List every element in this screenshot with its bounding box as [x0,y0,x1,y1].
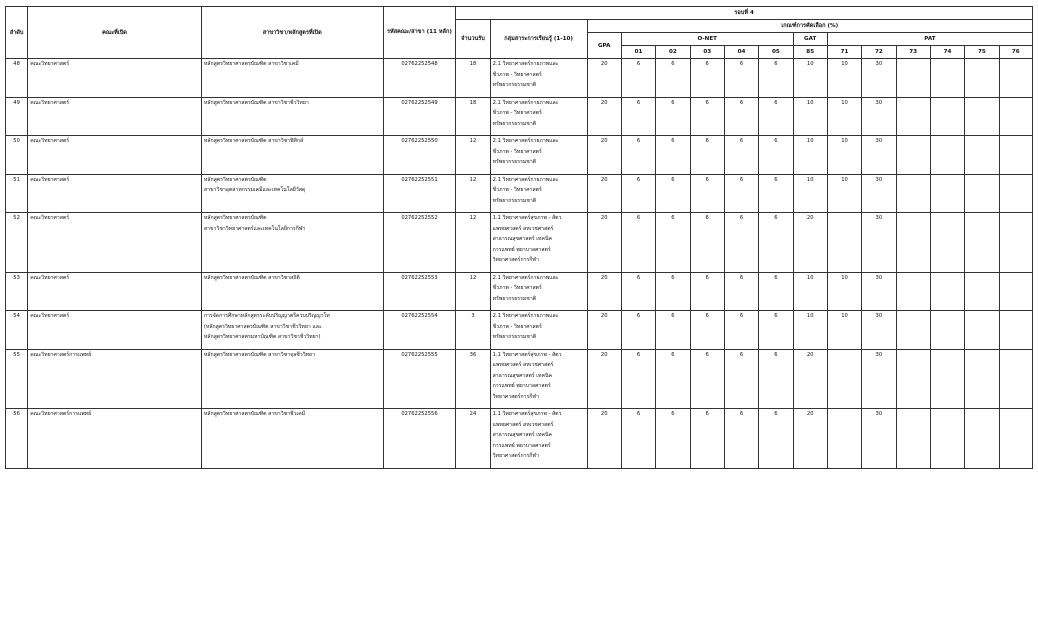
row-onet-score: 6 [724,213,758,273]
row-pat-score: 10 [827,136,861,175]
row-pat-score [965,136,999,175]
row-onet-score: 6 [690,311,724,350]
onet-col-header: 01 [621,46,655,59]
row-pat-score [999,272,1033,311]
row-pat-score [965,311,999,350]
row-onet-score: 6 [621,136,655,175]
pat-col-header: 76 [999,46,1033,59]
row-pat-score [896,311,930,350]
row-subject-group [490,311,587,350]
header-quota: จำนวนรับ [456,20,490,59]
row-onet-score: 6 [759,311,793,350]
header-pat: PAT [827,33,1032,46]
row-code: 02762252549 [383,97,456,136]
row-onet-score: 6 [690,409,724,469]
row-code: 02762252553 [383,272,456,311]
row-subject-group-line: 1.1 วิทยาศาสตร์สุขภาพ - สัตว [492,411,562,417]
row-onet-score: 6 [656,349,690,409]
row-subject-group-line: 2.1 วิทยาศาสตร์กายภาพและ [492,274,559,281]
row-code: 02762252555 [383,349,456,409]
row-gat-score: 20 [793,349,827,409]
row-subject-group-line: ทรัพยากรธรรมชาติ [492,159,537,165]
row-subject-group-line: 1.1 วิทยาศาสตร์สุขภาพ - สัตว [492,215,562,221]
row-program [201,311,383,350]
row-pat-score [896,174,930,213]
row-gpa: 20 [587,349,621,409]
table-row [6,97,1033,136]
row-pat-score [896,59,930,98]
row-subject-group-line: สาธารณสุขศาสตร์ เทคนิค [492,236,552,242]
row-onet-score: 6 [759,213,793,273]
header-onet: O-NET [621,33,793,46]
row-pat-score [965,97,999,136]
row-subject-group-line: 2.1 วิทยาศาสตร์กายภาพและ [492,138,559,144]
table-row [6,136,1033,175]
row-faculty: คณะวิทยาศาสตร์ [28,59,202,98]
row-onet-score: 6 [621,409,655,469]
row-pat-score [896,213,930,273]
row-pat-score [827,349,861,409]
row-pat-score [965,409,999,469]
row-quota: 3 [456,311,490,350]
row-quota: 12 [456,174,490,213]
row-gat-score: 10 [793,174,827,213]
row-onet-score: 6 [759,349,793,409]
row-subject-group-line: 2.1 วิทยาศาสตร์กายภาพและ [492,99,559,106]
row-faculty: คณะวิทยาศาสตร์ [28,97,202,136]
row-program [201,272,383,311]
row-program-line: หลักสูตรวิทยาศาสตรบัณฑิต [203,215,267,221]
pat-col-header: 71 [827,46,861,59]
row-subject-group-line: 2.1 วิทยาศาสตร์กายภาพและ [492,61,559,67]
row-program-line: หลักสูตรวิทยาศาสตรบัณฑิต สาขาวิชาชีววิทยา [203,99,309,106]
row-pat-score [896,136,930,175]
admission-criteria-table [5,6,1033,469]
header-faculty: คณะที่เปิด [28,7,202,59]
pat-col-header: 75 [965,46,999,59]
row-subject-group-line: สาธารณสุขศาสตร์ เทคนิค [492,432,552,438]
table-row [6,272,1033,311]
row-onet-score: 6 [690,97,724,136]
row-faculty: คณะวิทยาศาสตร์ [28,213,202,273]
row-pat-score: 30 [862,349,896,409]
row-pat-score [930,349,964,409]
row-program-line: หลักสูตรวิทยาศาสตรบัณฑิต สาขาวิชาสถิติ [203,274,300,281]
row-pat-score [965,213,999,273]
row-pat-score [896,272,930,311]
row-no: 56 [6,409,28,469]
row-subject-group-line: 2.1 วิทยาศาสตร์กายภาพและ [492,176,559,183]
row-code: 02762252554 [383,311,456,350]
row-pat-score [930,136,964,175]
row-onet-score: 6 [724,97,758,136]
table-row [6,174,1033,213]
row-code: 02762252548 [383,59,456,98]
table-header [6,7,1033,59]
row-pat-score [930,174,964,213]
row-onet-score: 6 [724,174,758,213]
row-pat-score [896,97,930,136]
row-no: 55 [6,349,28,409]
row-program [201,97,383,136]
row-gat-score: 20 [793,409,827,469]
row-no: 51 [6,174,28,213]
row-pat-score [896,409,930,469]
onet-col-header: 03 [690,46,724,59]
row-pat-score: 30 [862,213,896,273]
row-subject-group-line: แพทยศาสตร์ สหเวชศาสตร์ [492,421,554,428]
row-subject-group-line: วิทยาศาสตร์การกีฬา [492,453,539,459]
row-no: 52 [6,213,28,273]
row-subject-group-line: 1.1 วิทยาศาสตร์สุขภาพ - สัตว [492,351,562,358]
row-gpa: 20 [587,174,621,213]
row-subject-group-line: การแพทย์ พยาบาลศาสตร์ [492,246,551,253]
row-subject-group [490,409,587,469]
row-program [201,349,383,409]
row-program-line: หลักสูตรวิทยาศาสตรบัณฑิต สาขาวิชาจุลชีววิทยา [203,351,315,358]
row-subject-group-line: ชีวภาพ - วิทยาศาสตร์ [492,148,542,155]
row-gpa: 20 [587,213,621,273]
row-subject-group-line: วิทยาศาสตร์การกีฬา [492,393,539,400]
row-quota: 12 [456,213,490,273]
row-onet-score: 6 [759,97,793,136]
row-program-line: การจัดการศึกษาหลักสูตรระดับปริญญาตรีควบปริญญาโท [203,313,330,319]
row-pat-score [999,409,1033,469]
row-onet-score: 6 [759,272,793,311]
row-code: 02762252550 [383,136,456,175]
row-onet-score: 6 [656,174,690,213]
row-pat-score [896,349,930,409]
row-quota: 36 [456,349,490,409]
row-onet-score: 6 [724,272,758,311]
row-onet-score: 6 [690,349,724,409]
row-gat-score: 10 [793,136,827,175]
row-pat-score: 30 [862,97,896,136]
row-subject-group-line: การแพทย์ พยาบาลศาสตร์ [492,383,551,389]
header-gat: GAT [793,33,827,46]
row-pat-score [999,213,1033,273]
row-program [201,136,383,175]
row-subject-group-line: ทรัพยากรธรรมชาติ [492,197,537,204]
row-no: 53 [6,272,28,311]
row-program-line: (หลักสูตรวิทยาศาสตรบัณฑิต สาขาวิชาชีววิทยา และ [203,323,322,330]
row-pat-score [930,97,964,136]
row-subject-group-line: ชีวภาพ - วิทยาศาสตร์ [492,110,542,116]
row-onet-score: 6 [759,409,793,469]
row-subject-group-line: ชีวภาพ - วิทยาศาสตร์ [492,285,542,291]
row-faculty: คณะวิทยาศาสตร์ [28,136,202,175]
row-onet-score: 6 [759,136,793,175]
admission-table-container [5,6,1033,469]
header-no: ลำดับ [6,7,28,59]
row-pat-score [930,213,964,273]
row-gat-score: 20 [793,213,827,273]
row-onet-score: 6 [724,311,758,350]
table-row [6,311,1033,350]
row-onet-score: 6 [621,174,655,213]
row-pat-score [999,136,1033,175]
row-onet-score: 6 [724,349,758,409]
row-subject-group-line: 2.1 วิทยาศาสตร์กายภาพและ [492,313,559,319]
row-quota: 18 [456,59,490,98]
onet-col-header: 04 [724,46,758,59]
row-onet-score: 6 [759,59,793,98]
row-gpa: 20 [587,311,621,350]
pat-col-header: 74 [930,46,964,59]
row-faculty: คณะวิทยาศาสตร์ [28,272,202,311]
row-onet-score: 6 [690,272,724,311]
row-onet-score: 6 [621,349,655,409]
row-program-line: สาขาวิชาอุตสาหกรรมเคมีและเทคโนโลยีวัสดุ [203,187,306,193]
header-criteria: เกณฑ์การคัดเลือก (%) [587,20,1032,33]
row-pat-score: 30 [862,272,896,311]
row-subject-group-line: ทรัพยากรธรรมชาติ [492,82,537,88]
row-subject-group [490,174,587,213]
row-onet-score: 6 [656,213,690,273]
row-pat-score [827,213,861,273]
row-code: 02762252556 [383,409,456,469]
onet-col-header: 02 [656,46,690,59]
row-pat-score [930,311,964,350]
row-onet-score: 6 [690,136,724,175]
row-faculty: คณะวิทยาศาสตร์ [28,174,202,213]
table-row [6,409,1033,469]
row-pat-score: 10 [827,311,861,350]
row-pat-score [965,349,999,409]
row-onet-score: 6 [656,59,690,98]
row-quota: 12 [456,272,490,311]
row-pat-score: 10 [827,59,861,98]
row-subject-group-line: ชีวภาพ - วิทยาศาสตร์ [492,187,542,193]
onet-col-header: 05 [759,46,793,59]
row-subject-group-line: ทรัพยากรธรรมชาติ [492,334,537,340]
row-onet-score: 6 [690,59,724,98]
row-onet-score: 6 [724,136,758,175]
row-pat-score [827,409,861,469]
row-program [201,59,383,98]
row-program-line: หลักสูตรวิทยาศาสตรบัณฑิต สาขาวิชาชีวเคมี [203,411,306,417]
header-program: สาขาวิชา/หลักสูตรที่เปิด [201,7,383,59]
row-subject-group-line: ชีวภาพ - วิทยาศาสตร์ [492,71,542,78]
row-pat-score [930,59,964,98]
row-subject-group-line: ทรัพยากรธรรมชาติ [492,295,537,302]
row-pat-score [965,272,999,311]
row-faculty: คณะวิทยาศาสตร์การแพทย์ [28,349,202,409]
row-no: 50 [6,136,28,175]
row-pat-score [965,59,999,98]
row-onet-score: 6 [656,136,690,175]
row-onet-score: 6 [656,272,690,311]
header-round: รอบที่ 4 [456,7,1033,20]
row-faculty: คณะวิทยาศาสตร์การแพทย์ [28,409,202,469]
row-onet-score: 6 [621,59,655,98]
row-subject-group [490,59,587,98]
row-quota: 18 [456,97,490,136]
row-pat-score: 10 [827,272,861,311]
row-pat-score [930,409,964,469]
row-subject-group [490,136,587,175]
row-pat-score: 30 [862,136,896,175]
row-pat-score [999,349,1033,409]
row-quota: 12 [456,136,490,175]
header-gpa: GPA [587,33,621,59]
row-pat-score: 30 [862,311,896,350]
header-subject-group: กลุ่มสาระการเรียนรู้ (1-10) [490,20,587,59]
row-gat-score: 10 [793,59,827,98]
row-pat-score: 30 [862,174,896,213]
row-onet-score: 6 [759,174,793,213]
row-gat-score: 10 [793,272,827,311]
row-subject-group [490,272,587,311]
row-gpa: 20 [587,136,621,175]
row-onet-score: 6 [621,272,655,311]
row-pat-score [999,97,1033,136]
row-no: 48 [6,59,28,98]
row-subject-group-line: การแพทย์ พยาบาลศาสตร์ [492,442,551,449]
row-pat-score [999,174,1033,213]
row-subject-group-line: ทรัพยากรธรรมชาติ [492,120,537,127]
table-row [6,349,1033,409]
gat-col-header: 85 [793,46,827,59]
row-program-line: สาขาวิชาวิทยาศาสตร์และเทคโนโลยีการกีฬา [203,225,306,232]
row-pat-score: 30 [862,409,896,469]
row-program-line: หลักสูตรวิทยาศาสตรบัณฑิต สาขาวิชาเคมี [203,61,299,67]
row-gpa: 20 [587,272,621,311]
row-onet-score: 6 [656,97,690,136]
row-subject-group-line: วิทยาศาสตร์การกีฬา [492,257,539,263]
row-onet-score: 6 [656,409,690,469]
row-onet-score: 6 [690,213,724,273]
row-onet-score: 6 [724,409,758,469]
row-faculty: คณะวิทยาศาสตร์ [28,311,202,350]
row-onet-score: 6 [724,59,758,98]
row-onet-score: 6 [621,213,655,273]
row-gpa: 20 [587,59,621,98]
table-body [6,59,1033,469]
row-program [201,213,383,273]
row-pat-score [965,174,999,213]
table-row [6,213,1033,273]
header-code: รหัสคณะ/สาขา (11 หลัก) [383,7,456,59]
row-pat-score: 10 [827,97,861,136]
row-onet-score: 6 [656,311,690,350]
row-program-line: หลักสูตรวิทยาศาสตรบัณฑิต [203,176,267,183]
row-subject-group-line: แพทยศาสตร์ สหเวชศาสตร์ [492,362,554,368]
row-no: 54 [6,311,28,350]
row-subject-group [490,213,587,273]
row-program-line: หลักสูตรวิทยาศาสตรบัณฑิต สาขาวิชาฟิสิกส์ [203,138,304,144]
row-code: 02762252551 [383,174,456,213]
row-program [201,174,383,213]
pat-col-header: 73 [896,46,930,59]
row-quota: 24 [456,409,490,469]
row-code: 02762252552 [383,213,456,273]
row-pat-score [930,272,964,311]
row-program [201,409,383,469]
row-pat-score [999,311,1033,350]
row-pat-score: 10 [827,174,861,213]
row-gpa: 20 [587,97,621,136]
row-no: 49 [6,97,28,136]
row-onet-score: 6 [621,97,655,136]
row-subject-group [490,349,587,409]
row-subject-group [490,97,587,136]
row-pat-score: 30 [862,59,896,98]
row-subject-group-line: ชีวภาพ - วิทยาศาสตร์ [492,323,542,330]
row-onet-score: 6 [621,311,655,350]
row-gat-score: 10 [793,97,827,136]
row-pat-score [999,59,1033,98]
row-subject-group-line: แพทยศาสตร์ สหเวชศาสตร์ [492,225,554,232]
row-gpa: 20 [587,409,621,469]
row-gat-score: 10 [793,311,827,350]
row-subject-group-line: สาธารณสุขศาสตร์ เทคนิค [492,372,552,379]
pat-col-header: 72 [862,46,896,59]
table-row [6,59,1033,98]
row-program-line: หลักสูตรวิทยาศาสตรมหาบัณฑิต สาขาวิชาชีววิทยา) [203,334,321,340]
row-onet-score: 6 [690,174,724,213]
